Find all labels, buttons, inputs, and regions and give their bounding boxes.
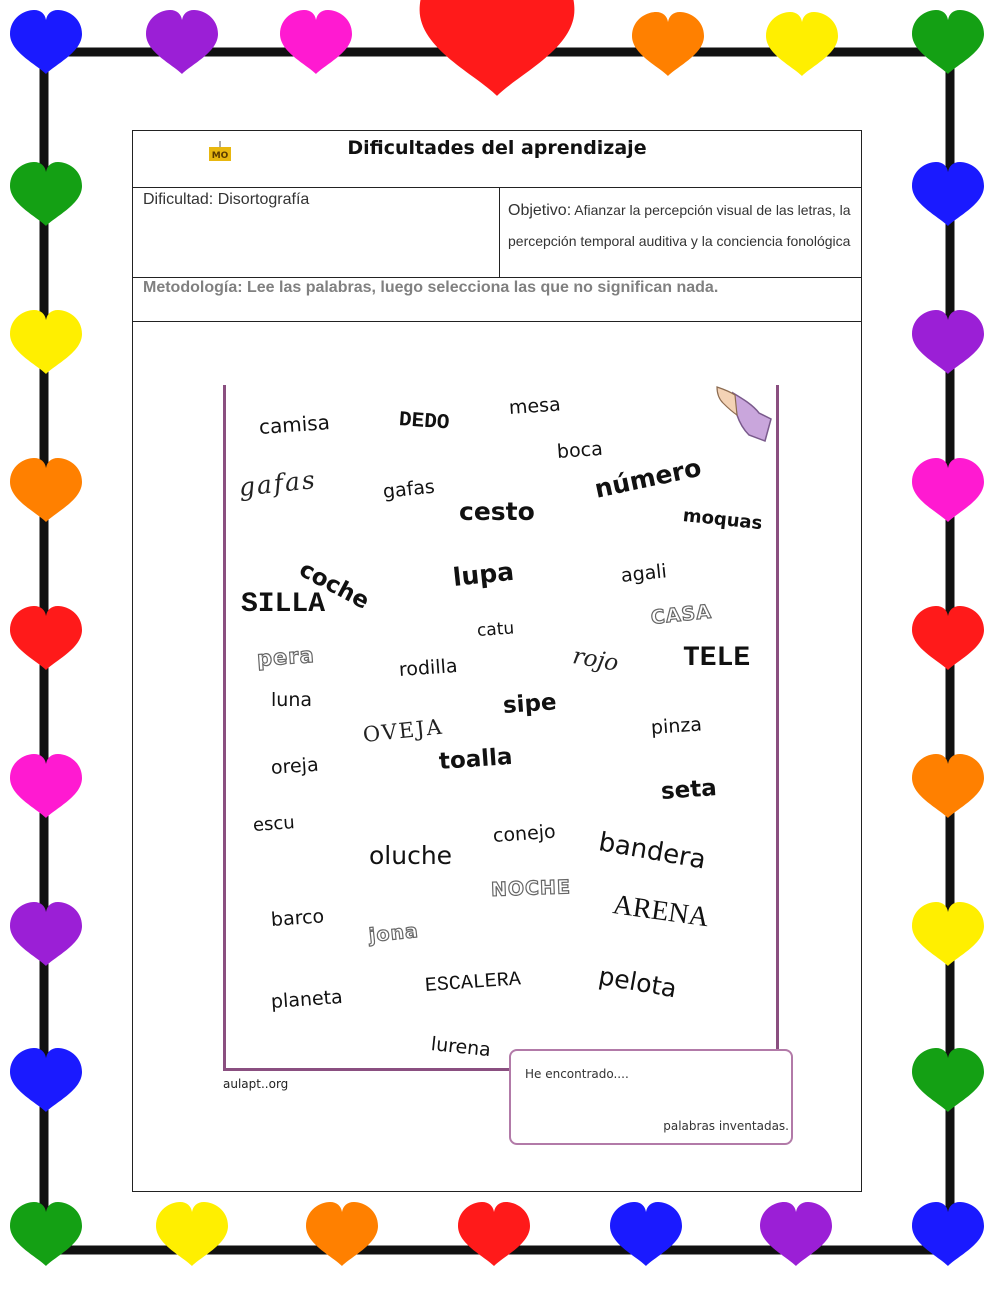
info-row (133, 187, 861, 278)
heart-icon (280, 10, 352, 74)
word[interactable]: TELE (683, 643, 751, 674)
word[interactable]: gafas (237, 464, 318, 502)
worksheet-sheet (132, 130, 862, 1192)
word[interactable]: coche (294, 556, 374, 615)
word[interactable]: rodilla (398, 654, 459, 681)
word[interactable]: número (591, 452, 704, 504)
word[interactable]: lurena (429, 1033, 492, 1062)
objetivo-label: Objetivo: (508, 202, 572, 219)
word[interactable]: DEDO (398, 409, 451, 436)
word[interactable]: cesto (459, 497, 535, 526)
heart-icon (610, 1202, 682, 1266)
word[interactable]: CASA (649, 600, 713, 629)
word[interactable]: moquas (681, 505, 764, 535)
heart-icon (156, 1202, 228, 1266)
pointing-hand-icon (713, 385, 779, 445)
heart-icon (912, 10, 984, 74)
source-credit: aulapt..org (223, 1077, 289, 1091)
word[interactable]: toalla (438, 743, 514, 775)
dificultad-text: Dificultad: Disortografía (143, 191, 310, 208)
word[interactable]: rojo (570, 643, 621, 677)
word[interactable]: jona (367, 919, 420, 947)
word[interactable]: pera (256, 642, 316, 671)
answer-box-prefix: He encontrado.... (525, 1067, 629, 1081)
heart-icon (10, 10, 82, 74)
heart-icon (632, 12, 704, 76)
word[interactable]: gafas (381, 475, 436, 503)
word[interactable]: seta (660, 775, 718, 805)
word[interactable]: camisa (258, 410, 331, 439)
heart-icon (306, 1202, 378, 1266)
heart-icon (420, 0, 575, 96)
word[interactable]: lupa (451, 556, 516, 592)
word[interactable]: barco (270, 905, 325, 931)
heart-icon (760, 1202, 832, 1266)
word[interactable]: bandera (596, 827, 709, 876)
word[interactable]: NOCHE (490, 876, 572, 901)
word[interactable]: SILLA (241, 589, 326, 620)
svg-text:MO: MO (211, 151, 229, 161)
objetivo-cell (499, 187, 863, 277)
word[interactable]: sipe (502, 689, 558, 719)
objetivo-text: Afianzar la percepción visual de las letras, la percepción temporal auditiva y la conciencia fonológica (508, 202, 851, 249)
answer-box-suffix: palabras inventadas. (663, 1119, 789, 1133)
word[interactable]: escu (252, 812, 296, 836)
word[interactable]: pelota (596, 961, 679, 1004)
answer-box[interactable] (509, 1049, 793, 1145)
page-title: Dificultades del aprendizaje (347, 137, 647, 159)
word[interactable]: planeta (270, 986, 344, 1013)
word[interactable]: ESCALERA (424, 968, 522, 998)
heart-icon (458, 1202, 530, 1266)
word[interactable]: oreja (270, 753, 320, 779)
heart-icon (146, 10, 218, 74)
metodologia-text: Metodología: Lee las palabras, luego selecciona las que no significan nada. (143, 279, 719, 296)
title-row (133, 131, 861, 188)
metodologia-row (133, 277, 861, 322)
word[interactable]: OVEJA (361, 714, 445, 747)
word[interactable]: conejo (492, 820, 557, 847)
heart-icon (766, 12, 838, 76)
word[interactable]: oluche (369, 841, 453, 870)
word[interactable]: pinza (650, 713, 703, 739)
word[interactable]: ARENA (610, 889, 711, 934)
word[interactable]: agali (619, 560, 668, 587)
word-worksheet (223, 385, 795, 1133)
word[interactable]: luna (271, 689, 313, 711)
word[interactable]: mesa (508, 393, 562, 419)
word[interactable]: boca (556, 437, 604, 463)
word[interactable]: catu (476, 618, 515, 641)
